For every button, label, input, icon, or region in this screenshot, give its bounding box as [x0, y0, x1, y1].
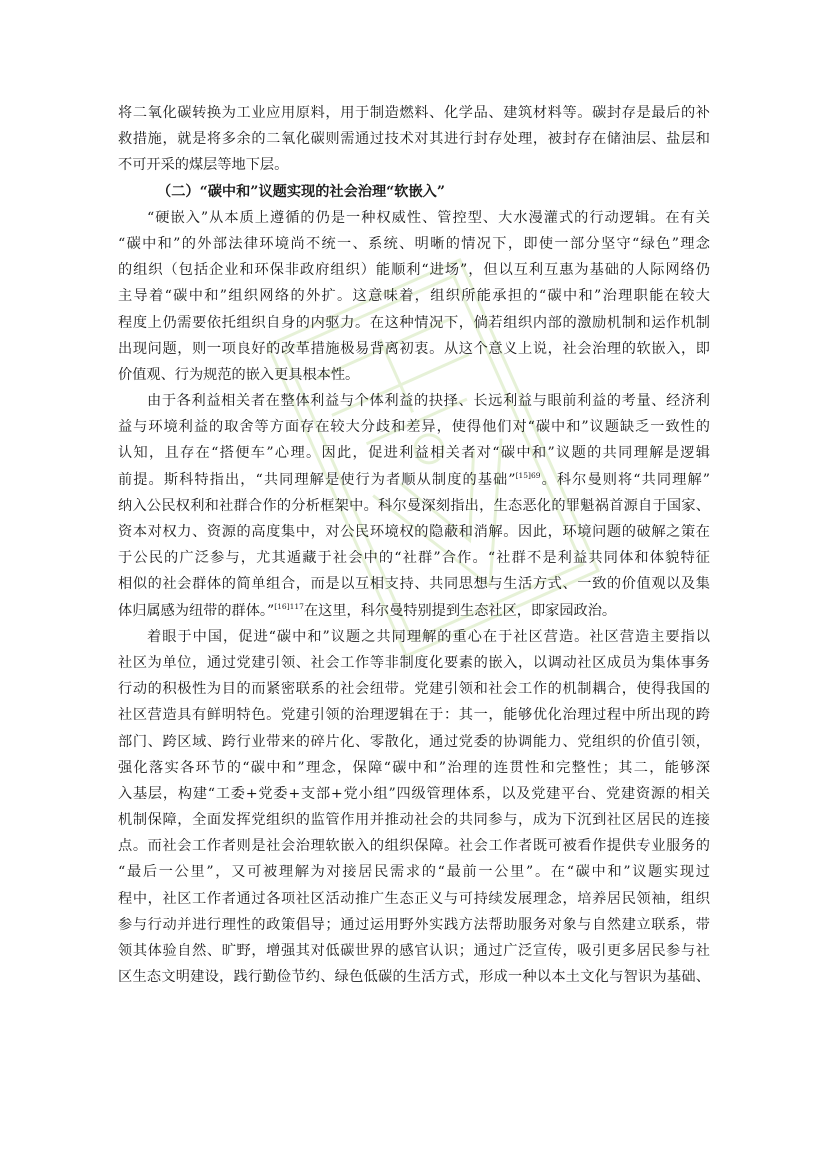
text-segment: 在这里，科尔曼特别提到生态社区，即家园政治。: [303, 602, 617, 619]
text-line: 主导着“碳中和”组织网络的外扩。这意味着，组织所能承担的“碳中和”治理职能在较大: [118, 288, 710, 305]
text-line: 将二氧化碳转换为工业应用原料，用于制造燃料、化学品、建筑材料等。碳封存是最后的补: [118, 105, 710, 121]
text-line: “硬嵌入”从本质上遵循的仍是一种权威性、管控型、大水漫灌式的行动逻辑。在有关: [147, 209, 710, 226]
text-line: 强化落实各环节的“碳中和”理念，保障“碳中和”治理的连贯性和完整性；其二，能够深: [118, 759, 710, 776]
text-line: 着眼于中国，促进“碳中和”议题之共同理解的重心在于社区营造。社区营造主要指以: [147, 628, 710, 645]
section-heading: （二）“碳中和”议题实现的社会治理“软嵌入”: [157, 183, 446, 200]
text-line: 行动的积极性为目的而紧密联系的社会纽带。党建引领和社会工作的机制耦合，使得我国的: [118, 681, 710, 698]
text-line: 部门、跨区域、跨行业带来的碎片化、零散化，通过党委的协调能力、党组织的价值引领，: [118, 733, 710, 750]
article-body: [118, 100, 710, 990]
text-line: 社区为单位，通过党建引领、社会工作等非制度化要素的嵌入，以调动社区成员为集体事务: [118, 654, 710, 671]
text-line: 资本对权力、资源的高度集中，对公民环境权的隐蔽和消解。因此，环境问题的破解之策在: [118, 524, 710, 540]
citation-marker: [15]69: [515, 470, 541, 480]
text-line: 相似的社会群体的简单组合，而是以互相支持、共同思想与生活方式、一致的价值观以及集: [118, 576, 710, 593]
text-line: 领其体验自然、旷野，增强其对低碳世界的感官认识；通过广泛宣传，吸引更多居民参与社: [118, 943, 710, 959]
text-line: “碳中和”的外部法律环境尚不统一、系统、明晰的情况下，即使一部分坚守“绿色”理念: [118, 235, 710, 252]
text-line: 入基层，构建“工委+党委+支部+党小组”四级管理体系，以及党建平台、党建资源的相关: [118, 785, 710, 802]
text-segment: 体归属感为纽带的群体。”: [118, 602, 275, 619]
text-line: 纳入公民权利和社群合作的分析框架中。科尔曼深刻指出，生态恶化的罪魁祸首源自于国家、: [118, 497, 710, 514]
text-line: 社区营造具有鲜明特色。党建引领的治理逻辑在于：其一，能够优化治理过程中所出现的跨: [118, 707, 710, 724]
text-line: [118, 598, 710, 624]
text-line: 由于各利益相关者在整体利益与个体利益的抉择、长远利益与眼前利益的考量、经济利: [147, 393, 710, 410]
text-segment: 。科尔曼则将“共同理解”: [540, 471, 710, 488]
text-line: “最后一公里”，又可被理解为对接居民需求的“最前一公里”。在“碳中和”议题实现过: [118, 864, 710, 881]
text-line: 出现问题，则一项良好的改革措施极易背离初衷。从这个意义上说，社会治理的软嵌入，即: [118, 340, 710, 357]
text-line: 救措施，就是将多余的二氧化碳则需通过技术对其进行封存处理，被封存在储油层、盐层和: [118, 131, 710, 148]
text-segment: 前提。斯科特指出，“共同理解是使行为者顺从制度的基础”: [118, 471, 516, 488]
citation-marker: [16]117: [274, 601, 304, 611]
text-line: 益与环境利益的取舍等方面存在较大分歧和差异，使得他们对“碳中和”议题缺乏一致性的: [118, 419, 710, 436]
text-line: 程度上仍需要依托组织自身的内驱力。在这种情况下，倘若组织内部的激励机制和运作机制: [118, 314, 710, 331]
text-line: 区生态文明建设，践行勤俭节约、绿色低碳的生活方式，形成一种以本土文化与智识为基础、: [118, 969, 710, 986]
text-line: [118, 467, 710, 493]
text-line: 点。而社会工作者则是社会治理软嵌入的组织保障。社会工作者既可被看作提供专业服务的: [118, 838, 710, 855]
text-line: 价值观、行为规范的嵌入更具根本性。: [118, 366, 360, 383]
text-line: 参与行动并进行理性的政策倡导；通过运用野外实践方法帮助服务对象与自然建立联系，带: [118, 916, 710, 933]
text-line: 机制保障，全面发挥党组织的监管作用并推动社会的共同参与，成为下沉到社区居民的连接: [118, 812, 710, 829]
text-line: 认知，且存在“搭便车”心理。因此，促进利益相关者对“碳中和”议题的共同理解是逻辑: [118, 445, 710, 462]
text-line: 的组织（包括企业和环保非政府组织）能顺利“进场”，但以互利互惠为基础的人际网络仍: [118, 262, 710, 279]
text-line: 程中，社区工作者通过各项社区活动推广生态正义与可持续发展理念，培养居民领袖，组织: [118, 890, 710, 907]
text-line: 不可开采的煤层等地下层。: [118, 157, 289, 174]
text-line: 于公民的广泛参与，尤其遁藏于社会中的“社群”合作。“社群不是利益共同体和体貌特征: [118, 550, 710, 567]
